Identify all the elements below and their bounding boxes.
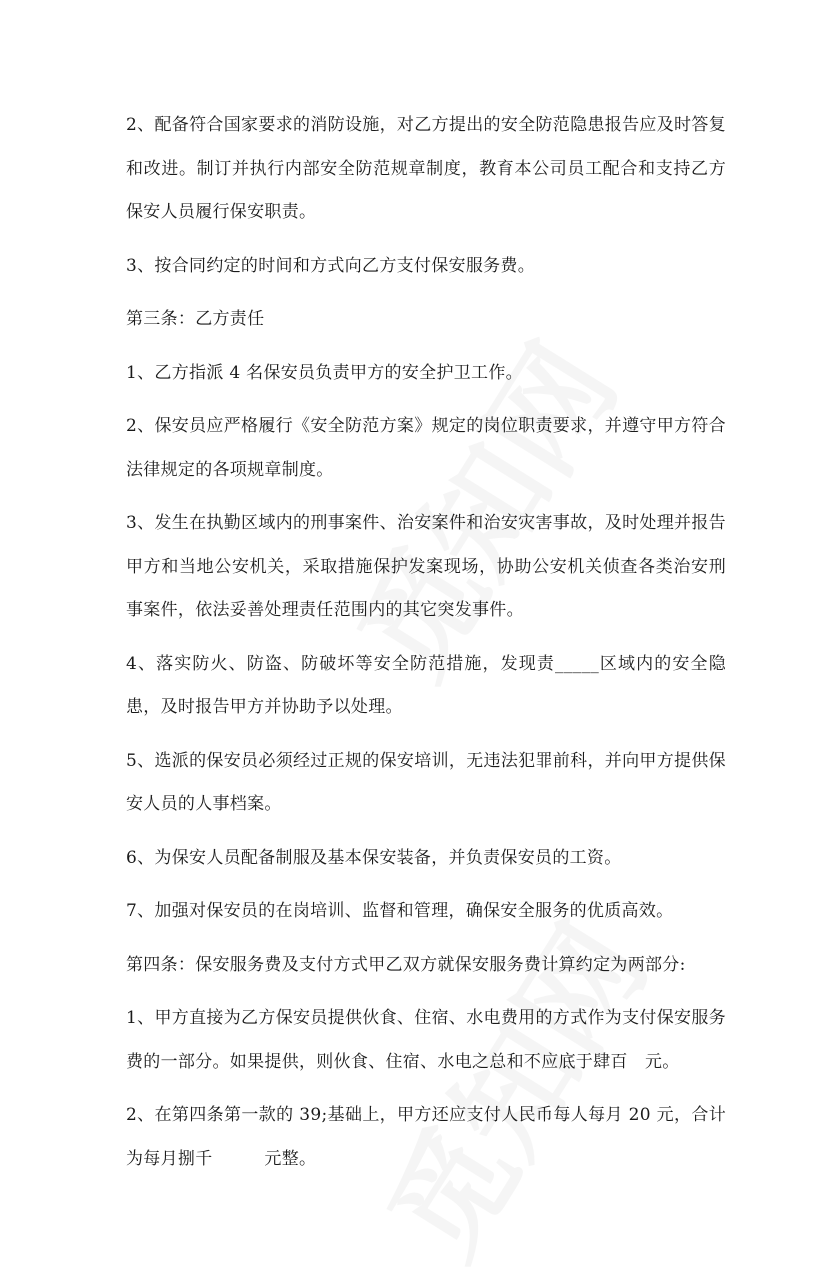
paragraph-clause-3-2: 2、保安员应严格履行《安全防范方案》规定的岗位职责要求，并遵守甲方符合法律规定的各项规章制度。 — [126, 416, 726, 480]
paragraph-clause-4-2: 2、在第四条第一款的 39;基础上，甲方还应支付人民币每人每月 20 元，合计为每月捌千 元整。 — [126, 1105, 726, 1169]
section-heading-article-4: 第四条：保安服务费及支付方式甲乙双方就保安服务费计算约定为两部分: — [126, 954, 686, 975]
paragraph-clause-3-3: 3、发生在执勤区域内的刑事案件、治安案件和治安灾害事故，及时处理并报告甲方和当地公安机关，采取措施保护发案现场，协助公安机关侦查各类治安刑事案件，依法妥善处理责任范围内的其它突发事件。 — [126, 513, 726, 620]
document-body — [126, 104, 726, 1191]
section-heading-article-3: 第三条：乙方责任 — [126, 309, 265, 329]
paragraph-clause-2-2: 2、配备符合国家要求的消防设施，对乙方提出的安全防范隐患报告应及时答复和改进。制订并执行内部安全防范规章制度，教育本公司员工配合和支持乙方保安人员履行保安职责。 — [126, 115, 726, 222]
paragraph-clause-4-1: 1、甲方直接为乙方保安员提供伙食、住宿、水电费用的方式作为支付保安服务费的一部分。如果提供，则伙食、住宿、水电之总和不应底于肆百 元。 — [126, 1008, 726, 1072]
paragraph-clause-3-1: 1、乙方指派 4 名保安员负责甲方的安全护卫工作。 — [126, 362, 523, 383]
paragraph-clause-3-4: 4、落实防火、防盗、防破坏等安全防范措施，发现责_____区域内的安全隐患，及时报告甲方并协助予以处理。 — [126, 653, 726, 717]
paragraph-clause-2-3: 3、按合同约定的时间和方式向乙方支付保安服务费。 — [126, 255, 536, 276]
paragraph-clause-3-5: 5、选派的保安员必须经过正规的保安培训，无违法犯罪前科，并向甲方提供保安人员的人事档案。 — [126, 750, 726, 814]
paragraph-clause-3-7: 7、加强对保安员的在岗培训、监督和管理，确保安全服务的优质高效。 — [126, 901, 674, 921]
paragraph-clause-3-6: 6、为保安人员配备制服及基本保安装备，并负责保安员的工资。 — [126, 847, 622, 868]
